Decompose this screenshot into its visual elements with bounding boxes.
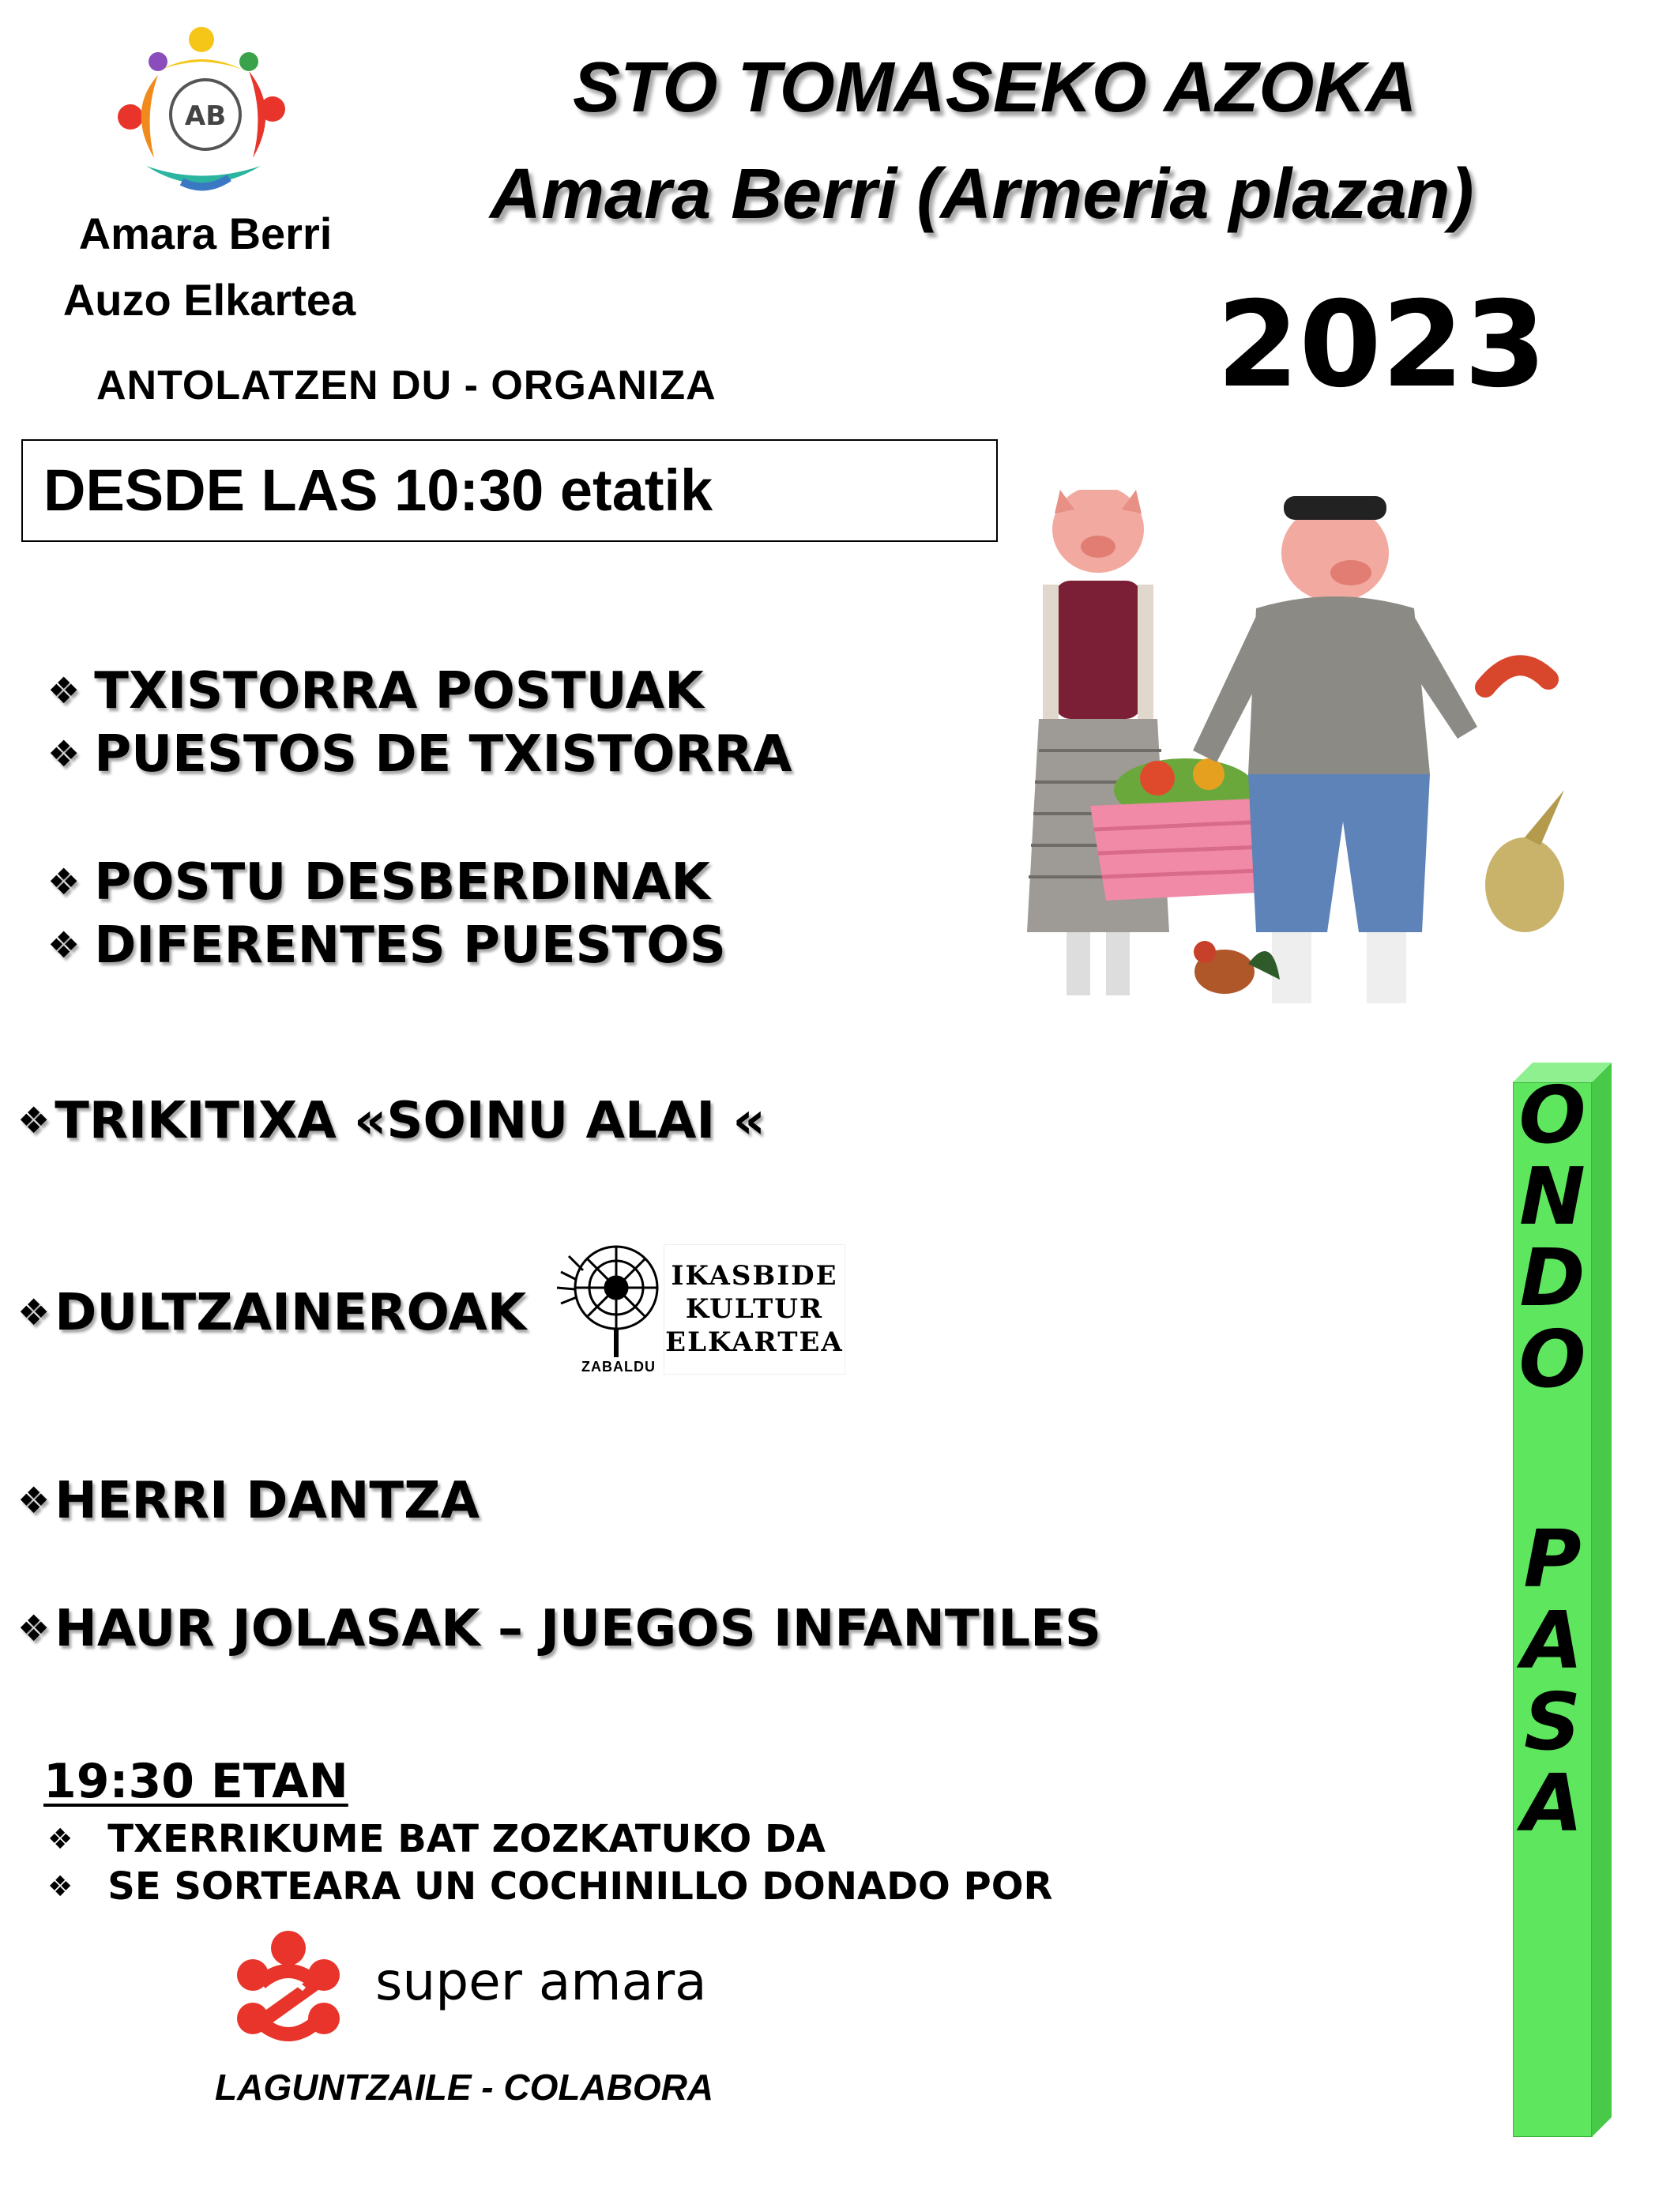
organizer-caption: ANTOLATZEN DU - ORGANIZA: [96, 363, 717, 408]
start-time-text: DESDE LAS 10:30 etatik: [43, 457, 713, 523]
sponsor-caption: LAGUNTZAILE - COLABORA: [215, 2067, 714, 2108]
sponsor-name: super amara: [375, 1951, 707, 2012]
list-item: ❖ PUESTOS DE TXISTORRA: [47, 725, 792, 784]
banner-letter: S: [1523, 1676, 1582, 1768]
activity-trikitixa: ❖TRIKITIXA «SOINU ALAI «: [17, 1092, 766, 1150]
activity-herri-dantza: ❖HERRI DANTZA: [17, 1472, 480, 1530]
raffle-line2: ❖ SE SORTEARA UN COCHINILLO DONADO POR: [47, 1864, 1053, 1909]
amara-berri-logo: [111, 24, 300, 205]
ondo-pasa-text: [1513, 1069, 1592, 1849]
ikasbide-logo: [664, 1244, 845, 1375]
raffle-time: 19:30 ETAN: [43, 1754, 348, 1809]
event-location: Amara Berri (Armeria plazan): [490, 155, 1474, 234]
super-amara-logo-icon: [229, 1928, 348, 2046]
pig-couple-illustration: [1019, 490, 1588, 1027]
banner-letter: N: [1519, 1150, 1586, 1243]
raffle-line1: ❖ TXERRIKUME BAT ZOZKATUKO DA: [47, 1817, 826, 1861]
banner-letter: O: [1518, 1069, 1586, 1161]
ikasbide-line2: KULTUR: [685, 1293, 824, 1325]
organizer-name-line1: Amara Berri: [78, 209, 333, 258]
banner-letter: P: [1523, 1513, 1582, 1605]
banner-letter: D: [1519, 1232, 1586, 1324]
zabaldu-logo: [553, 1240, 664, 1382]
start-time-box: [21, 439, 998, 542]
list-item: ❖ TXISTORRA POSTUAK: [47, 662, 704, 720]
event-title: STO TOMASEKO AZOKA: [573, 48, 1417, 127]
list-item: ❖ DIFERENTES PUESTOS: [47, 916, 726, 975]
activity-haur-jolasak: ❖HAUR JOLASAK – JUEGOS INFANTILES: [17, 1600, 1101, 1658]
ikasbide-line1: IKASBIDE: [671, 1260, 838, 1292]
banner-letter: A: [1522, 1594, 1583, 1687]
banner-letter: A: [1522, 1757, 1583, 1849]
event-year: 2023: [1217, 276, 1547, 414]
banner-letter: O: [1518, 1313, 1586, 1405]
ikasbide-line3: ELKARTEA: [665, 1326, 844, 1358]
activity-dultzaineroak: ❖DULTZAINEROAK: [17, 1284, 527, 1342]
organizer-name-line2: Auzo Elkartea: [62, 275, 356, 325]
list-item: ❖ POSTU DESBERDINAK: [47, 853, 710, 912]
svg-text:AB: AB: [184, 100, 227, 132]
zabaldu-label: ZABALDU: [581, 1359, 656, 1375]
